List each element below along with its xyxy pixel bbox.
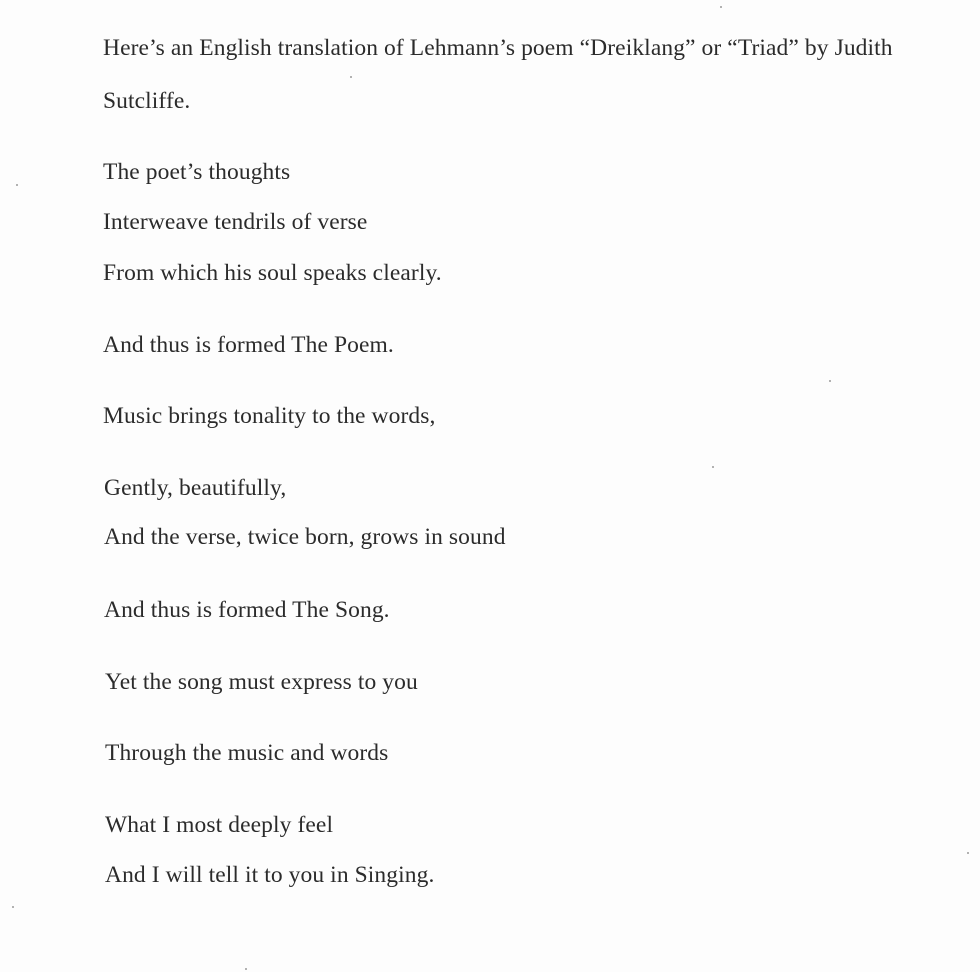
poem-line: From which his soul speaks clearly. [103,260,442,286]
dust-speck [829,380,831,382]
poem-line: And thus is formed The Poem. [103,332,394,358]
poem-line: Music brings tonality to the words, [103,403,436,429]
poem-line: Interweave tendrils of verse [103,209,368,235]
poem-line: And the verse, twice born, grows in sound [104,524,506,550]
dust-speck [245,968,247,970]
poem-line: Through the music and words [105,740,389,766]
poem-line: Gently, beautifully, [104,475,287,501]
intro-line-2: Sutcliffe. [103,88,191,114]
dust-speck [350,76,352,78]
poem-line: Yet the song must express to you [105,669,418,695]
poem-line: And thus is formed The Song. [104,597,390,623]
poem-line: The poet’s thoughts [103,159,291,185]
poem-line: What I most deeply feel [105,812,334,838]
dust-speck [16,184,18,186]
dust-speck [712,466,714,468]
dust-speck [967,852,969,854]
poem-line: And I will tell it to you in Singing. [105,862,435,888]
intro-line-1: Here’s an English translation of Lehmann’s poem “Dreiklang” or “Triad” by Judith [103,35,893,61]
dust-speck [720,6,722,8]
dust-speck [12,906,14,908]
